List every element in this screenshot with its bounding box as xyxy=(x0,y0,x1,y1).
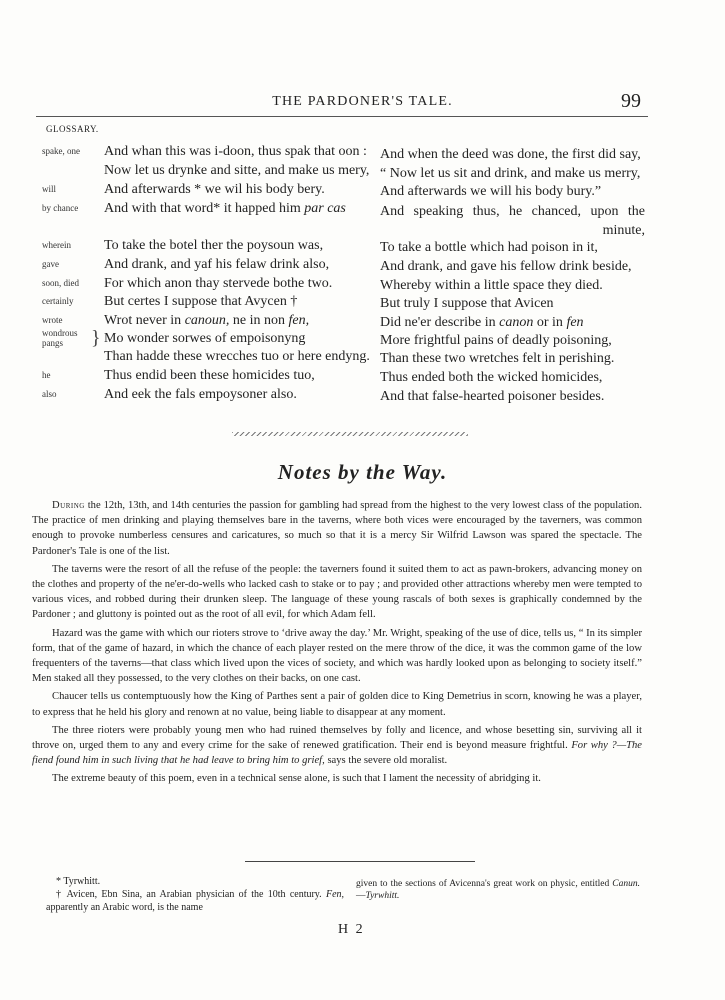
gloss-item: gave xyxy=(42,259,59,269)
footnote: † Avicen, Ebn Sina, an Arabian physician of the 10th century. Fen, apparently an Arabic word, is the name xyxy=(46,889,345,913)
gloss-item: spake, one xyxy=(42,146,80,156)
notes-paragraph: Hazard was the game with which our rioters strove to ‘drive away the day.’ Mr. Wright, speaking of the use of dice, tells us, “ In its simpler form, that of the game of hazard, in which the chance of each player rested on the mere throw of the dice, it was the common game of the low frequenters of the taverns—that class which lived upon the vices of society, and which was hardly looked upon as belonging to society itself.” Men staked all they possessed, to the very clothes on their backs, on one cast. xyxy=(32,627,642,685)
middle-english-line: For which anon thay stervede bothe two. xyxy=(104,276,333,291)
modern-english-line: To take a bottle which had poison in it, xyxy=(380,240,598,255)
modern-english-line: “ Now let us sit and drink, and make us merry, xyxy=(380,166,641,181)
notes-paragraph: Chaucer tells us contemptuously how the King of Parthes sent a pair of golden dice to King Demetrius in scorn, knowing he was a player, to express that he held his glory and renown at no value, being liable to disappear at any moment. xyxy=(32,691,642,718)
middle-english-line: Thus endid been these homicides tuo, xyxy=(104,368,315,383)
footnote: * Tyrwhitt. xyxy=(56,876,101,887)
middle-english-line: And drank, and yaf his felaw drink also, xyxy=(104,257,330,272)
notes-paragraph: During the 12th, 13th, and 14th centuries the passion for gambling had spread from the highest to the very lowest class of the population. The practice of men drinking and playing themselves bare in the taverns, where both vices were encouraged by the taverners, was common enough to provoke numberless censures and caricatures, so much so that it is a mercy Sir Wilfrid Lawson was spared the spectacle. The Pardoner's Tale is one of the list. xyxy=(32,500,642,557)
footnotes-right xyxy=(356,878,640,902)
footnote-rule xyxy=(245,861,475,862)
middle-english-line: Wrot never in canoun, ne in non fen, xyxy=(104,313,310,328)
page-number: 99 xyxy=(621,90,641,112)
modern-english-line: But truly I suppose that Avicen xyxy=(380,296,554,311)
gloss-item: wondrous xyxy=(42,328,78,338)
modern-english-line: Did ne'er describe in canon or in fen xyxy=(380,315,584,330)
gloss-item: pangs xyxy=(42,338,63,348)
modern-english-line: And when the deed was done, the first did say, xyxy=(380,147,641,162)
modern-english-line: And that false-hearted poisoner besides. xyxy=(380,389,605,404)
footnotes-left xyxy=(46,875,344,914)
notes-paragraph: The extreme beauty of this poem, even in a technical sense alone, is such that I lament the necessity of abridging it. xyxy=(52,773,541,785)
gloss-item: also xyxy=(42,389,57,399)
gloss-item: wrote xyxy=(42,315,63,325)
ornamental-divider xyxy=(232,432,468,436)
middle-english-line: To take the botel ther the poysoun was, xyxy=(104,238,324,253)
notes-paragraph: The taverns were the resort of all the refuse of the people: the taverners found it suited them to act as pawn-brokers, advancing money on the clothes and property of the ne'er-do-wells who lacked cash to stake or to pay ; and provided other attractions whereby men were tempted to various vices, and robbed during their drunken sleep. The language of these young rascals of both sexes is graphically condemned by the Pardoner ; and gluttony is pointed out as the root of all evil, for which Adam fell. xyxy=(32,563,642,621)
glossary-label: GLOSSARY. xyxy=(46,124,99,134)
section-title: Notes by the Way. xyxy=(277,460,448,484)
middle-english-line: And eek the fals empoysoner also. xyxy=(104,387,297,402)
brace-mark: } xyxy=(91,327,101,349)
middle-english-line: Than hadde these wrecches tuo or here endyng. xyxy=(104,349,370,364)
middle-english-line: And with that word* it happed him par cas xyxy=(104,201,346,216)
gloss-item: by chance xyxy=(42,203,79,213)
running-header: THE PARDONER'S TALE. xyxy=(272,94,453,109)
middle-english-line: But certes I suppose that Avycen † xyxy=(104,294,298,309)
modern-english-line: Thus ended both the wicked homicides, xyxy=(380,370,603,385)
middle-english-line: Mo wonder sorwes of empoisonyng xyxy=(104,331,306,346)
middle-english-line: And afterwards * we wil his body bery. xyxy=(104,182,325,197)
header-rule xyxy=(36,116,648,117)
notes-paragraph: The three rioters were probably young men who had ruined themselves by folly and licence, and whose besetting sin, surviving all it throve on, urged them to any and every crime for the sake of renewed gratification. Their end is beyond measure frightful. For why ?—The fiend found him in such living that he had leave to bring him to grief, says the severe old moralist. xyxy=(32,724,642,767)
modern-english-line: More frightful pains of deadly poisoning, xyxy=(380,333,612,348)
modern-english-line: And speaking thus, he chanced, upon the minute, xyxy=(380,204,645,238)
middle-english-line: And whan this was i-doon, thus spak that oon : xyxy=(104,144,367,159)
modern-english-line: And afterwards we will his body bury.” xyxy=(380,184,602,199)
modern-english-line: Whereby within a little space they died. xyxy=(380,278,603,293)
gloss-item: will xyxy=(42,184,57,194)
modern-english-line: And drank, and gave his fellow drink beside, xyxy=(380,259,632,274)
signature-mark: H 2 xyxy=(338,922,365,937)
modern-english-line: Than these two wretches felt in perishing. xyxy=(380,351,615,366)
gloss-item: certainly xyxy=(42,296,74,306)
gloss-item: soon, died xyxy=(42,278,79,288)
middle-english-line: Now let us drynke and sitte, and make us mery, xyxy=(104,163,370,178)
gloss-item: he xyxy=(42,370,51,380)
gloss-item: wherein xyxy=(42,240,71,250)
notes-body xyxy=(32,498,642,790)
drop-word: During xyxy=(52,500,85,511)
footnote: given to the sections of Avicenna's great work on physic, entitled Canun.—Tyrwhitt. xyxy=(356,879,640,901)
